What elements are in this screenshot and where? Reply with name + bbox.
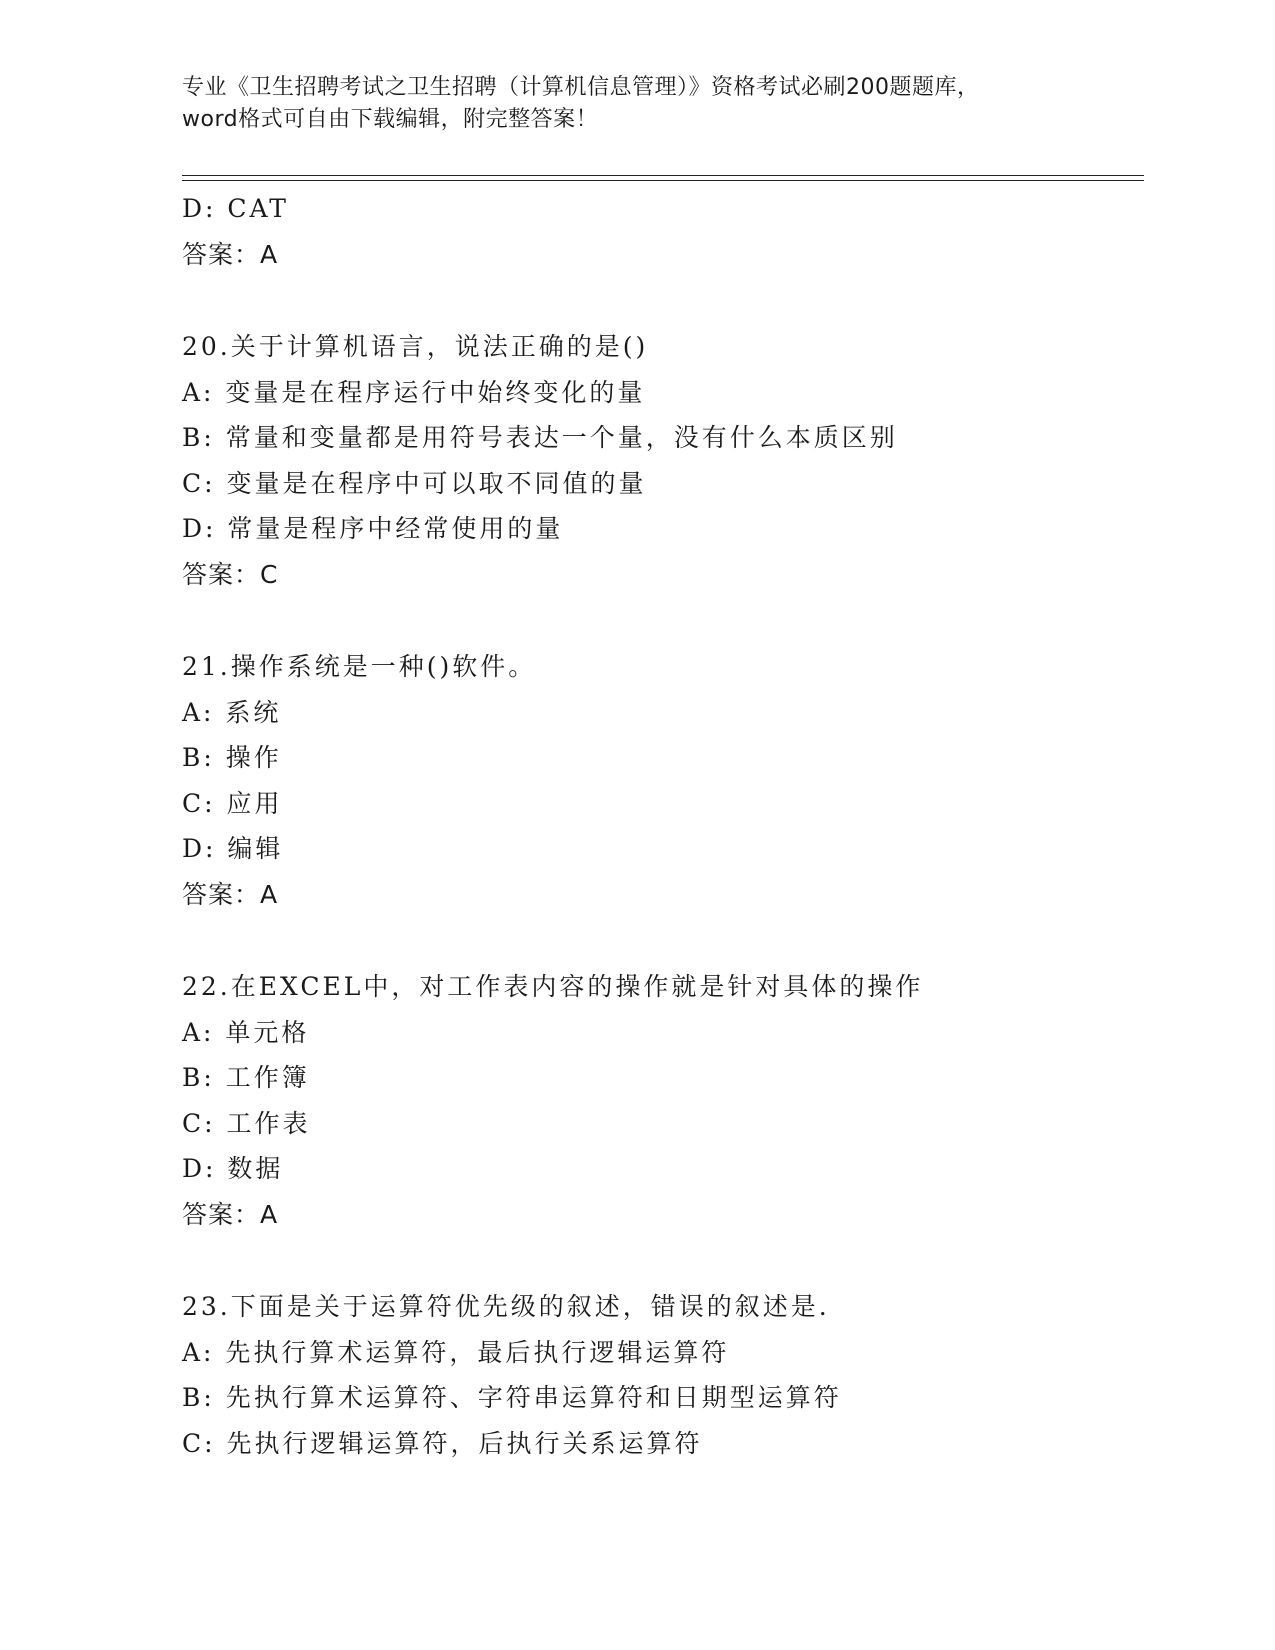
header-title-line-2: word格式可自由下载编辑，附完整答案！: [182, 107, 599, 132]
option-c: C: 变量是在程序中可以取不同值的量: [182, 468, 647, 498]
option-a: A: 单元格: [182, 1017, 310, 1047]
header-divider-top: [182, 175, 1144, 176]
spacer: [182, 597, 1142, 644]
option-c: C: 工作表: [182, 1108, 311, 1138]
option-b: B: 常量和变量都是用符号表达一个量，没有什么本质区别: [182, 423, 898, 452]
option-d: D: 数据: [182, 1154, 284, 1183]
option-d: D: CAT: [182, 194, 289, 223]
header-divider-bottom: [182, 180, 1144, 181]
spacer: [182, 277, 1142, 324]
question-22: [182, 964, 1142, 1237]
answer-line: 答案：A: [182, 1199, 279, 1229]
option-b: B: 工作簿: [182, 1063, 310, 1092]
question-stem: 20.关于计算机语言，说法正确的是(): [182, 332, 649, 361]
spacer: [182, 1237, 1142, 1284]
document-header: [182, 72, 1082, 136]
option-a: A: 变量是在程序运行中始终变化的量: [182, 377, 646, 407]
option-b: B: 先执行算术运算符、字符串运算符和日期型运算符: [182, 1383, 842, 1412]
previous-question-tail: [182, 186, 1142, 277]
option-d: D: 编辑: [182, 834, 284, 863]
option-c: C: 先执行逻辑运算符，后执行关系运算符: [182, 1428, 703, 1458]
spacer: [182, 917, 1142, 964]
option-d: D: 常量是程序中经常使用的量: [182, 514, 564, 543]
question-stem: 21.操作系统是一种()软件。: [182, 652, 537, 681]
question-21: [182, 644, 1142, 917]
option-a: A: 先执行算术运算符，最后执行逻辑运算符: [182, 1337, 730, 1367]
option-c: C: 应用: [182, 788, 283, 818]
header-title-line-1: 专业《卫生招聘考试之卫生招聘（计算机信息管理）》资格考试必刷200题题库，: [182, 75, 980, 100]
answer-line: 答案：A: [182, 879, 279, 909]
question-stem: 23.下面是关于运算符优先级的叙述，错误的叙述是.: [182, 1292, 830, 1321]
question-20: [182, 324, 1142, 597]
question-23: [182, 1284, 1142, 1466]
answer-line: 答案：A: [182, 239, 279, 269]
question-stem: 22.在EXCEL中，对工作表内容的操作就是针对具体的操作: [182, 972, 924, 1001]
question-content: [182, 186, 1142, 1466]
option-a: A: 系统: [182, 697, 282, 727]
answer-line: 答案：C: [182, 559, 279, 589]
option-b: B: 操作: [182, 743, 282, 772]
